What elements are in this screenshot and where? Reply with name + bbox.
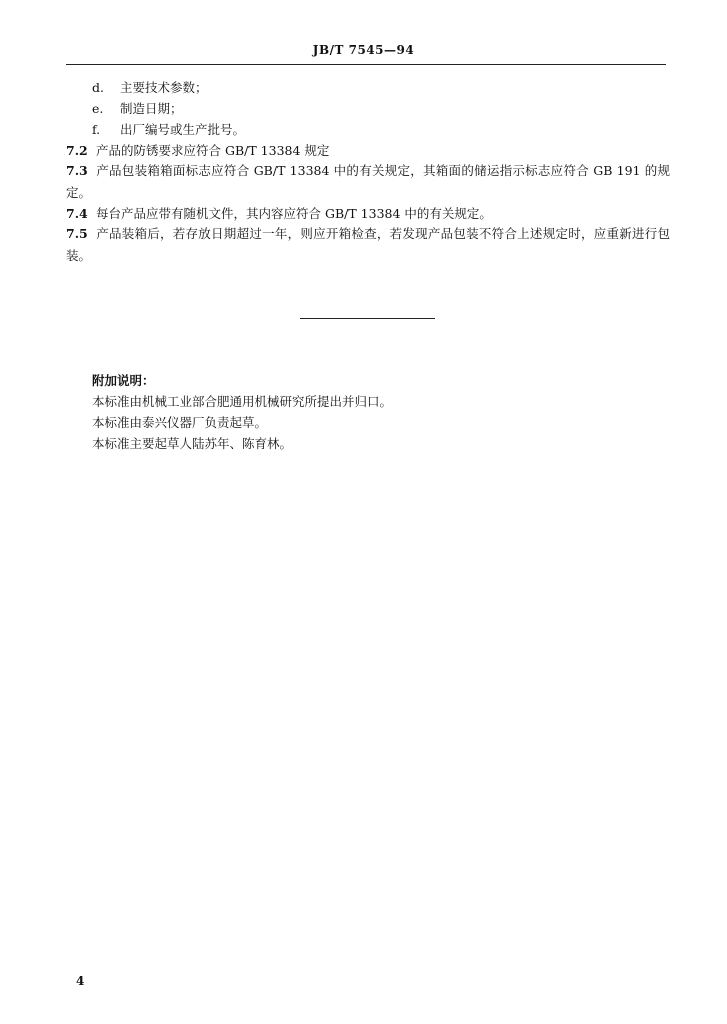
page-number: 4 <box>76 974 85 988</box>
note-line: 本标准由泰兴仪器厂负责起草。 <box>92 415 268 430</box>
list-letter: e. <box>92 101 104 116</box>
clause-7-3 <box>66 160 670 204</box>
note-line: 本标准由机械工业部合肥通用机械研究所提出并归口。 <box>92 394 393 409</box>
end-of-text-rule <box>300 318 435 319</box>
list-text: 出厂编号或生产批号。 <box>120 122 246 137</box>
list-letter: f. <box>92 122 101 137</box>
clause-text: 每台产品应带有随机文件，其内容应符合 GB/T 13384 中的有关规定。 <box>96 206 492 221</box>
list-item-f <box>92 122 245 138</box>
clause-7-5 <box>66 223 670 267</box>
list-item-e <box>92 101 183 117</box>
list-text: 制造日期； <box>120 101 183 116</box>
clause-number: 7.5 <box>66 226 88 241</box>
notes-title: 附加说明： <box>92 373 155 388</box>
standard-code: JB/T 7545—94 <box>312 43 415 57</box>
clause-text: 产品的防锈要求应符合 GB/T 13384 规定 <box>96 143 330 158</box>
note-line: 本标准主要起草人陆苏年、陈育林。 <box>92 436 293 451</box>
clause-number: 7.2 <box>66 143 88 158</box>
header-divider <box>66 64 666 65</box>
list-letter: d. <box>92 80 104 95</box>
list-item-d <box>92 80 208 96</box>
clause-text: 产品装箱后，若存放日期超过一年，则应开箱检查，若发现产品包装不符合上述规定时，应重新进行包装。 <box>66 226 670 263</box>
clause-7-4 <box>66 206 492 222</box>
clause-text: 产品包装箱箱面标志应符合 GB/T 13384 中的有关规定，其箱面的储运指示标志应符合 GB 191 的规定。 <box>66 163 670 200</box>
clause-number: 7.3 <box>66 163 88 178</box>
clause-7-2 <box>66 143 329 159</box>
clause-number: 7.4 <box>66 206 88 221</box>
list-text: 主要技术参数； <box>120 80 208 95</box>
